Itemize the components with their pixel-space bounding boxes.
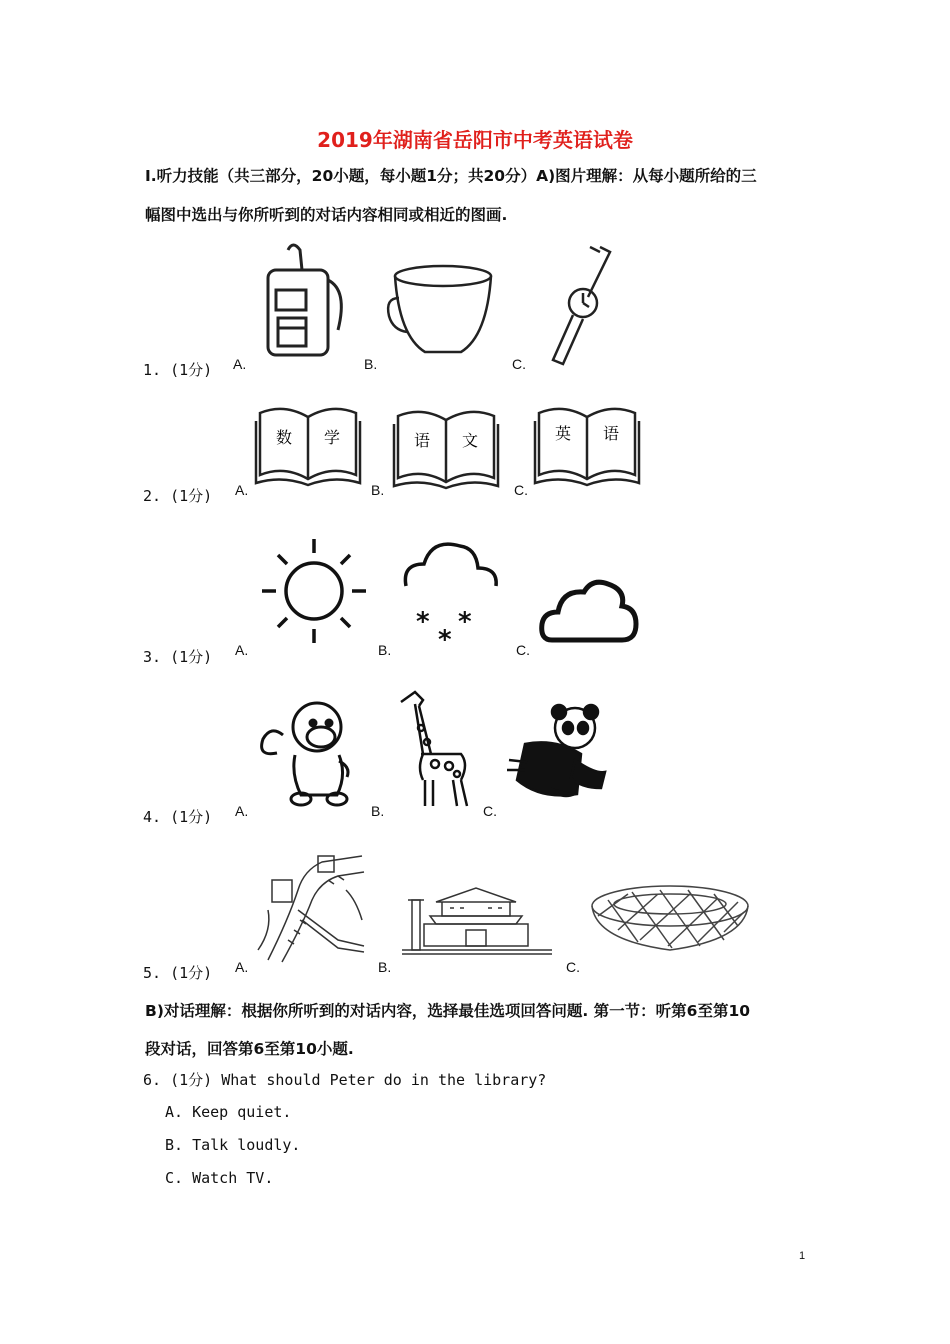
book-chinese-right-char: 文	[461, 431, 479, 450]
book-math-image	[256, 405, 361, 485]
book-english-right-char: 语	[602, 424, 620, 443]
section1-line2: 幅图中选出与你所听到的对话内容相同或相近的图画.	[145, 206, 508, 224]
svg-text:*: *	[458, 607, 472, 637]
watch-image	[545, 245, 620, 365]
birds-nest-image	[588, 880, 753, 955]
section2-line2: 段对话，回答第6至第10小题.	[145, 1040, 354, 1058]
q4-label: 4. (1分)	[143, 808, 213, 826]
book-math-left-char: 数	[275, 428, 293, 447]
q3-option-a[interactable]: A.	[235, 642, 249, 658]
q3-option-b[interactable]: B.	[378, 642, 392, 658]
q5-label: 5. (1分)	[143, 964, 213, 982]
book-chinese-image	[394, 408, 499, 488]
q5-option-c[interactable]: C.	[566, 959, 580, 975]
q6-option-a[interactable]: A. Keep quiet.	[165, 1103, 292, 1121]
giraffe-image	[395, 688, 480, 810]
q2-option-b[interactable]: B.	[371, 482, 385, 498]
q4-option-b[interactable]: B.	[371, 803, 385, 819]
page-number: 1	[799, 1250, 806, 1262]
q2-label: 2. (1分)	[143, 487, 213, 505]
section1-line1: I.听力技能（共三部分，20小题，每小题1分；共20分）A)图片理解：从每小题所给的三	[145, 167, 757, 185]
q4-option-c[interactable]: C.	[483, 803, 497, 819]
cloud-image	[540, 580, 640, 645]
q3-option-c[interactable]: C.	[516, 642, 530, 658]
panda-image	[505, 700, 620, 805]
section2-line1: B)对话理解：根据你所听到的对话内容，选择最佳选项回答问题. 第一节：听第6至第10	[145, 1002, 751, 1020]
q5-option-a[interactable]: A.	[235, 959, 249, 975]
book-math-right-char: 学	[323, 428, 341, 447]
q3-label: 3. (1分)	[143, 648, 213, 666]
svg-text:*: *	[416, 607, 430, 637]
book-chinese-left-char: 语	[413, 431, 431, 450]
q1-label: 1. (1分)	[143, 361, 213, 379]
book-english-image	[535, 405, 640, 485]
q6-option-c[interactable]: C. Watch TV.	[165, 1169, 274, 1187]
q1-option-b[interactable]: B.	[364, 356, 378, 372]
q6-option-b[interactable]: B. Talk loudly.	[165, 1136, 301, 1154]
q1-option-a[interactable]: A.	[233, 356, 247, 372]
q1-option-c[interactable]: C.	[512, 356, 526, 372]
q4-option-a[interactable]: A.	[235, 803, 249, 819]
q6-stem: 6. (1分) What should Peter do in the library?	[143, 1071, 547, 1089]
backpack-image	[258, 240, 348, 360]
svg-text:*: *	[438, 625, 452, 655]
cup-image	[385, 262, 495, 357]
monkey-image	[255, 695, 365, 810]
book-english-left-char: 英	[554, 424, 572, 443]
page-title: 2019年湖南省岳阳市中考英语试卷	[317, 128, 633, 152]
sun-image	[260, 535, 370, 645]
great-wall-image	[258, 850, 368, 970]
tiananmen-image	[400, 880, 555, 960]
q5-option-b[interactable]: B.	[378, 959, 392, 975]
snow-cloud-image	[400, 538, 500, 655]
q2-option-c[interactable]: C.	[514, 482, 528, 498]
q2-option-a[interactable]: A.	[235, 482, 249, 498]
